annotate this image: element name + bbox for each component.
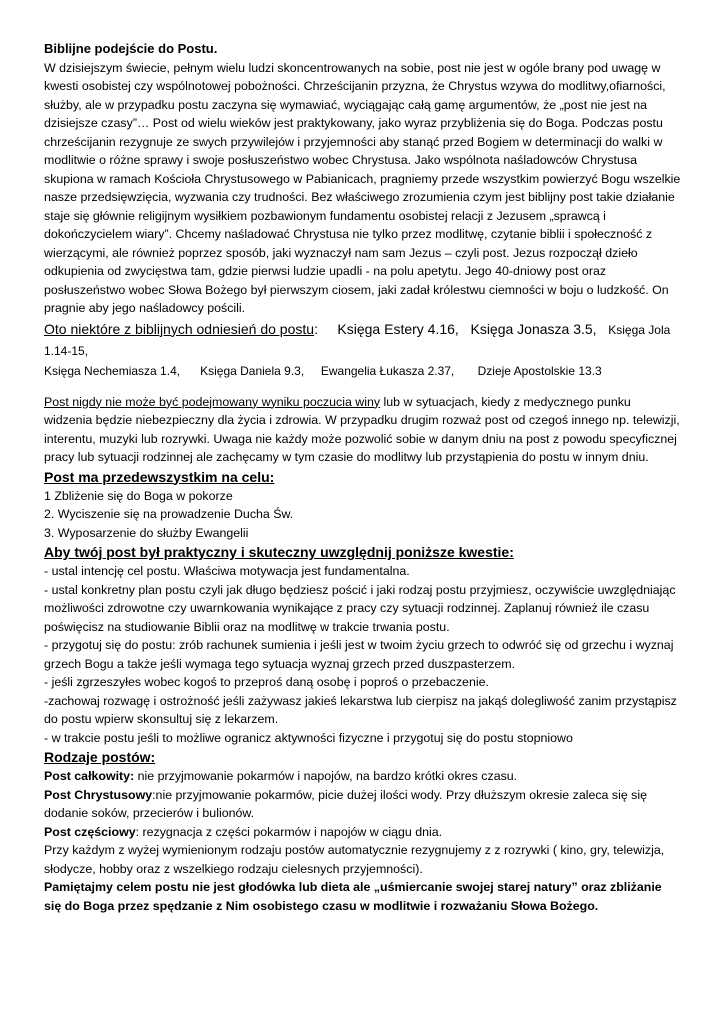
tip-item: -zachowaj rozwagę i ostrożność jeśli zażywasz jakieś lekarstwa lub cierpisz na jakąś dolegliwość zanim przystąpisz do postu wpierw skonsultuj się z lekarzem.: [44, 693, 677, 726]
warning-paragraph: [44, 393, 682, 467]
type-item: [44, 823, 682, 842]
goals-heading: Post ma przedewszystkim na celu:: [44, 468, 275, 485]
goal-item: 3. Wyposarzenie do służby Ewangelii: [44, 525, 249, 540]
types-note: Przy każdym z wyżej wymienionym rodzaju postów automatycznie rezygnujemy z z rozrywki ( kino, gry, telewizja, słodycze, hobby oraz z wszelkiego rodzaju cielesnych przyjemności).: [44, 843, 665, 876]
goal-item: 1 Zbliżenie się do Boga w pokorze: [44, 488, 233, 503]
tip-item: - przygotuj się do postu: zrób rachunek sumienia i jeśli jest w twoim życiu grzech to odwróć się od grzechu i wyznaj grzech Bogu a także jeśli wymaga tego sytuacja wyznaj grzech przed duszpasterzem.: [44, 638, 674, 671]
warning-underlined: Post nigdy nie może być podejmowany wyniku poczucia winy: [44, 394, 381, 409]
reference-item: Dzieje Apostolskie 13.3: [477, 363, 602, 378]
reference-item: Księga Jola 1.14-15,: [44, 322, 671, 358]
tips-heading: Aby twój post był praktyczny i skuteczny uwzględnij poniższe kwestie:: [44, 544, 514, 560]
reference-item: Ewangelia Łukasza 2.37,: [320, 363, 455, 378]
tip-item: - jeśli zgrzeszyłes wobec kogoś to przeproś daną osobę i poproś o przebaczenie.: [44, 675, 489, 689]
references-colon: :: [314, 320, 318, 337]
intro-paragraph: W dzisiejszym świecie, pełnym wielu ludzi skoncentrowanych na sobie, post nie jest w ogóle brany pod uwagę w kwesti osobistej czy wspólnotowej pobożności. Chrześcijanin przyzna, że Chrystus wzywa do modlitwy,ofiarności, służby, ale w przypadku postu zaczyna się wymawiać, wyciągając całą gamę argumentów, że „post nie jest na dzisiejsze czasy”… Post od wielu wieków jest praktykowany, jako wyraz przybliżenia się do Boga. Podczas postu chrześcijanin rezygnuje ze swych przywilejów i przyjemności aby stanąć przed Bogiem w determinacji do walki w modlitwie o różne sprawy i swoje posłuszeństwo wobec Chrystusa. Jako wspólnota naśladowców Chrystusa skupiona w ramach Kościoła Chrystusowego w Pabianicach, pragniemy przede wszystkim powierzyć Bogu wszelkie nasze przedsięwzięcia, wyzwania czy trudności. Bez właściwego zrozumienia czym jest biblijny post takie działanie staje się głównie religijnym wysiłkiem pozbawionym fundamentu osobistej relacji z Jezusem „sprawcą i dokończycielem wiary”. Chcemy naśladować Chrystusa nie tylko przez modlitwę, czytanie biblii i społeczność z wierzącymi, ale również poprzez sposób, jaki wyznaczył nam sam Jezus – czyli post. Jezus rozpoczął dzieło odkupienia od zwycięstwa tam, gdzie pierwsi ludzie upadli - na polu apetytu. Jego 40-dniowy post oraz posłuszeństwo wobec Słowa Bożego był pierwszym ciosem, jaki zadał królestwu ciemności w boju o ludzkość. On pragnie aby jego naśladowcy pościli.: [44, 60, 681, 315]
type-label: Post częściowy: [44, 824, 136, 839]
reference-item: Księga Jonasza 3.5,: [470, 320, 597, 337]
type-text: : rezygnacja z części pokarmów i napojów w ciągu dnia.: [135, 824, 443, 839]
reference-item: Księga Estery 4.16,: [337, 320, 459, 337]
closing-paragraph: Pamiętajmy celem postu nie jest głodówka lub dieta ale „uśmiercanie swojej starej natury” oraz zbliżanie się do Boga przez spędzanie z Nim osobistego czasu w modlitwie i rozważaniu Słowa Bożego.: [44, 880, 662, 913]
warning-rest: lub w sytuacjach, kiedy z medycznego punku widzenia będzie niebezpieczny dla życia i zdrowia. W przypadku drugim rozważ post od czegoś innego np. telewizji, interentu, muzyki lub rozrywki. Uwaga nie każdy może pozwolić sobie w danym dniu na post z powodu specyficznej pracy lub sytuacji rodzinnej ale zachęcamy w tym czasie do modlitwy lub przystąpienia do postu w innym dniu.: [44, 394, 680, 464]
types-heading: Rodzaje postów:: [44, 749, 156, 765]
type-label: Post Chrystusowy: [44, 787, 153, 802]
type-text: nie przyjmowanie pokarmów i napojów, na bardzo krótki okres czasu.: [134, 769, 518, 783]
reference-item: Księga Nechemiasza 1.4,: [44, 363, 181, 378]
goal-item: 2. Wyciszenie się na prowadzenie Ducha Św.: [44, 507, 294, 521]
tip-item: - ustal konkretny plan postu czyli jak długo będziesz pościć i jaki rodzaj postu przyjmiesz, oczywiście uwzględniając możliwości zdrowotne czy uwarnkowania wynikające z pracy czy sytuacji rodzinnej. Zaplanuj również ile czasu poświęcisz na studiowanie Biblii oraz na modlitwę w trakcie trwania postu.: [44, 582, 676, 634]
type-item: [44, 767, 682, 786]
document: [44, 40, 682, 915]
type-item: [44, 786, 682, 823]
tip-item: - w trakcie postu jeśli to możliwe ogranicz aktywności fizyczne i przygotuj się do postu stopniowo: [44, 730, 573, 745]
document-title: Biblijne podejście do Postu.: [44, 41, 218, 56]
references-label: Oto niektóre z biblijnych odniesień do postu: [44, 320, 315, 337]
type-label: Post całkowity:: [44, 769, 135, 783]
tip-item: - ustal intencję cel postu. Właściwa motywacja jest fundamentalna.: [44, 564, 410, 578]
reference-item: Księga Daniela 9.3,: [200, 363, 305, 378]
references-line: [44, 319, 682, 361]
type-text: :nie przyjmowanie pokarmów, picie dużej ilości wody. Przy dłuższym okresie zaleca się się dodanie soków, przecierów i bulionów.: [44, 787, 648, 820]
references-line-2: [44, 361, 682, 381]
